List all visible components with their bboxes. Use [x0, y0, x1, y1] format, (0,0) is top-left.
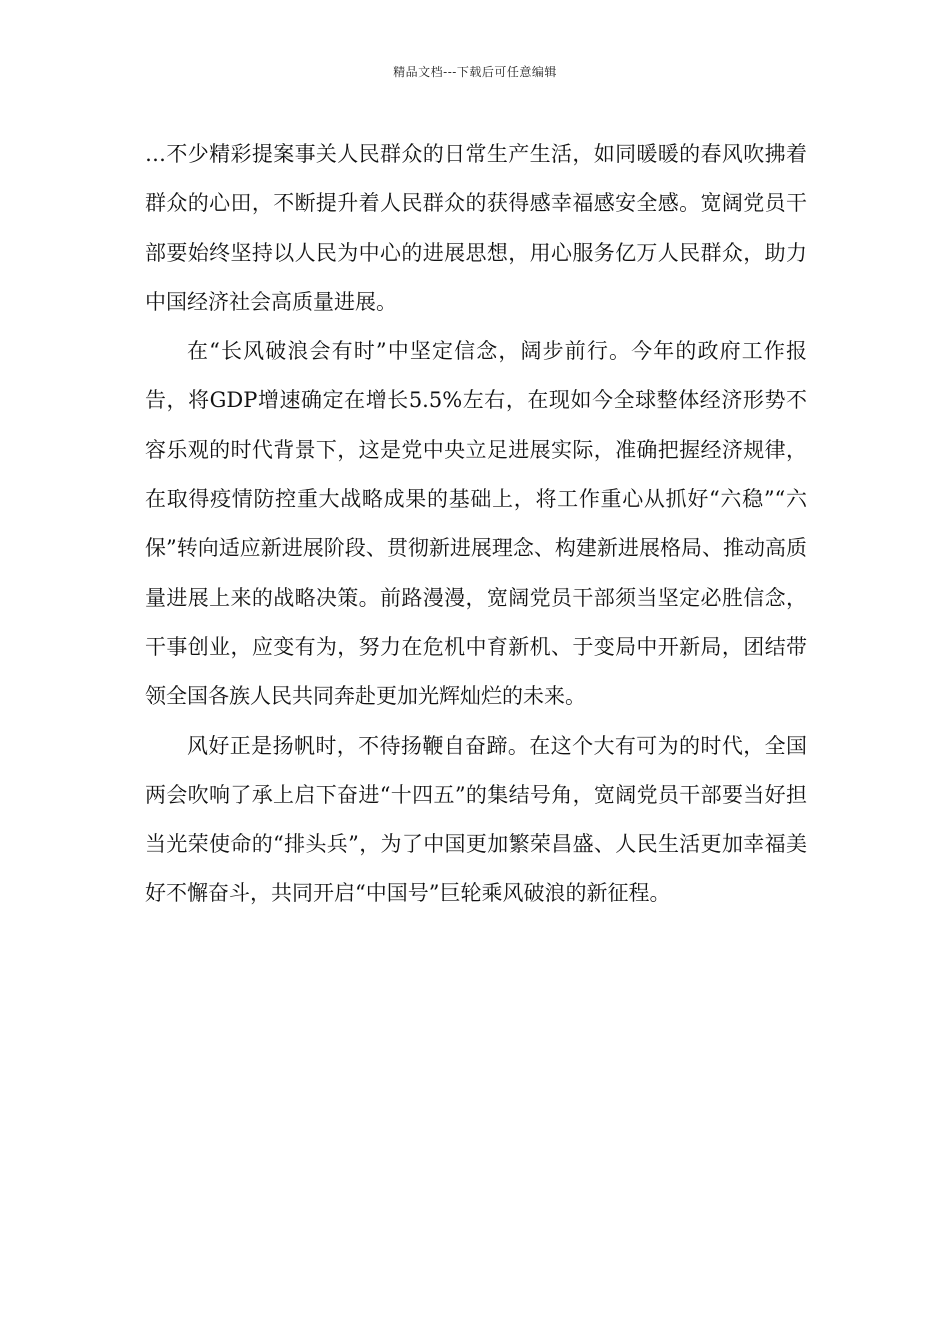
- paragraph: 风好正是扬帆时，不待扬鞭自奋蹄。在这个大有可为的时代，全国两会吹响了承上启下奋进“十四五”的集结号角，宽阔党员干部要当好担当光荣使命的“排头兵”，为了中国更加繁荣昌盛、人民生活更加幸福美好不懈奋斗，共同开启“中国号”巨轮乘风破浪的新征程。: [145, 733, 807, 906]
- paragraph: 在“长风破浪会有时”中坚定信念，阔步前行。今年的政府工作报告，将GDP增速确定在增长5.5%左右，在现如今全球整体经济形势不容乐观的时代背景下，这是党中央立足进展实际，准确把握经济规律，在取得疫情防控重大战略成果的基础上，将工作重心从抓好“六稳”“六保”转向适应新进展阶段、贯彻新进展理念、构建新进展格局、推动高质量进展上来的战略决策。前路漫漫，宽阔党员干部须当坚定必胜信念，干事创业，应变有为，努力在危机中育新机、于变局中开新局，团结带领全国各族人民共同奔赴更加光辉灿烂的未来。: [145, 339, 807, 709]
- document-body: [145, 130, 807, 919]
- paragraph-continuation: …不少精彩提案事关人民群众的日常生产生活，如同暖暖的春风吹拂着群众的心田，不断提升着人民群众的获得感幸福感安全感。宽阔党员干部要始终坚持以人民为中心的进展思想，用心服务亿万人民群众，助力中国经济社会高质量进展。: [145, 142, 807, 314]
- page-header: 精品文档---下载后可任意编辑: [393, 65, 557, 79]
